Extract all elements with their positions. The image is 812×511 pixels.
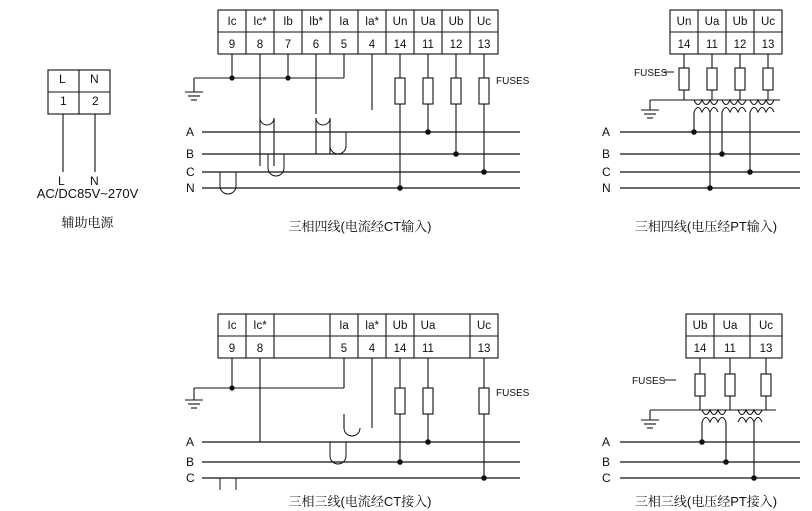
svg-text:Uc: Uc <box>760 16 776 28</box>
svg-text:13: 13 <box>761 39 775 51</box>
svg-text:14: 14 <box>677 39 691 51</box>
svg-text:Ic: Ic <box>227 320 237 332</box>
svg-text:6: 6 <box>312 39 320 51</box>
aux-terminal-name-n: N <box>90 72 99 86</box>
svg-text:14: 14 <box>693 343 707 355</box>
svg-text:13: 13 <box>477 39 491 51</box>
svg-text:C: C <box>602 471 611 485</box>
svg-text:Ua: Ua <box>722 320 738 332</box>
svg-text:8: 8 <box>256 39 264 51</box>
caption-three-phase-three-wire-pt: 三相三线(电压经PT接入) <box>634 494 778 509</box>
aux-power-block <box>8 60 168 230</box>
svg-text:Ub: Ub <box>392 320 408 332</box>
diagram-three-phase-four-wire-ct <box>180 6 540 206</box>
svg-text:N: N <box>186 181 195 195</box>
svg-text:B: B <box>186 455 195 469</box>
svg-text:A: A <box>602 125 611 139</box>
aux-power-caption: 辅助电源 <box>61 215 114 230</box>
svg-text:14: 14 <box>393 39 407 51</box>
svg-text:9: 9 <box>228 39 236 51</box>
svg-text:11: 11 <box>706 39 718 51</box>
aux-wire-label-l: L <box>58 174 65 188</box>
svg-text:5: 5 <box>340 343 348 355</box>
svg-text:Un: Un <box>392 16 408 28</box>
svg-text:Ic*: Ic* <box>253 320 267 332</box>
caption-three-phase-four-wire-ct: 三相四线(电流经CT输入) <box>288 219 432 234</box>
svg-text:Uc: Uc <box>476 16 492 28</box>
svg-text:4: 4 <box>368 343 376 355</box>
svg-text:Uc: Uc <box>476 320 492 332</box>
svg-text:C: C <box>186 471 195 485</box>
svg-text:B: B <box>186 147 195 161</box>
svg-text:9: 9 <box>228 343 236 355</box>
svg-text:FUSES: FUSES <box>496 76 530 87</box>
svg-text:11: 11 <box>724 343 736 355</box>
svg-text:12: 12 <box>733 39 747 51</box>
svg-text:B: B <box>602 455 611 469</box>
svg-text:4: 4 <box>368 39 376 51</box>
svg-text:N: N <box>602 181 611 195</box>
svg-text:5: 5 <box>340 39 348 51</box>
svg-text:7: 7 <box>284 39 292 51</box>
svg-text:Ua: Ua <box>420 16 436 28</box>
svg-text:Ub: Ub <box>692 320 708 332</box>
caption-three-phase-four-wire-pt: 三相四线(电压经PT输入) <box>634 219 778 234</box>
svg-text:13: 13 <box>477 343 491 355</box>
svg-text:Ub: Ub <box>448 16 464 28</box>
svg-text:B: B <box>602 147 611 161</box>
svg-text:8: 8 <box>256 343 264 355</box>
svg-text:FUSES: FUSES <box>634 68 668 79</box>
svg-text:Ua: Ua <box>420 320 436 332</box>
svg-text:Uc: Uc <box>758 320 774 332</box>
terminal-name: Ic <box>227 16 237 28</box>
svg-text:14: 14 <box>393 343 407 355</box>
diagram-three-phase-three-wire-ct <box>180 310 540 490</box>
svg-text:A: A <box>186 125 195 139</box>
svg-text:FUSES: FUSES <box>496 388 530 399</box>
svg-text:C: C <box>186 165 195 179</box>
caption-three-phase-three-wire-ct: 三相三线(电流经CT接入) <box>288 494 432 509</box>
svg-text:13: 13 <box>759 343 773 355</box>
svg-text:C: C <box>602 165 611 179</box>
svg-text:Un: Un <box>676 16 692 28</box>
svg-text:Ib: Ib <box>283 16 293 28</box>
aux-terminal-name-l: L <box>59 72 66 86</box>
aux-wire-label-n: N <box>90 174 99 188</box>
svg-text:Ia*: Ia* <box>364 320 380 332</box>
svg-text:Ia*: Ia* <box>364 16 380 28</box>
svg-text:FUSES: FUSES <box>632 376 666 387</box>
svg-text:11: 11 <box>422 39 434 51</box>
diagram-three-phase-three-wire-pt <box>590 310 810 490</box>
svg-text:Ia: Ia <box>339 320 349 332</box>
svg-text:Ua: Ua <box>704 16 720 28</box>
svg-text:Ic*: Ic* <box>253 16 267 28</box>
svg-text:Ub: Ub <box>732 16 748 28</box>
svg-text:A: A <box>602 435 611 449</box>
aux-terminal-number-2: 2 <box>92 94 99 108</box>
aux-terminal-number-1: 1 <box>60 94 67 108</box>
svg-text:A: A <box>186 435 195 449</box>
diagram-three-phase-four-wire-pt <box>590 6 810 206</box>
svg-text:Ib*: Ib* <box>308 16 324 28</box>
svg-text:Ia: Ia <box>339 16 349 28</box>
svg-text:12: 12 <box>449 39 463 51</box>
svg-text:11: 11 <box>422 343 434 355</box>
aux-voltage-text: AC/DC85V~270V <box>36 186 139 201</box>
